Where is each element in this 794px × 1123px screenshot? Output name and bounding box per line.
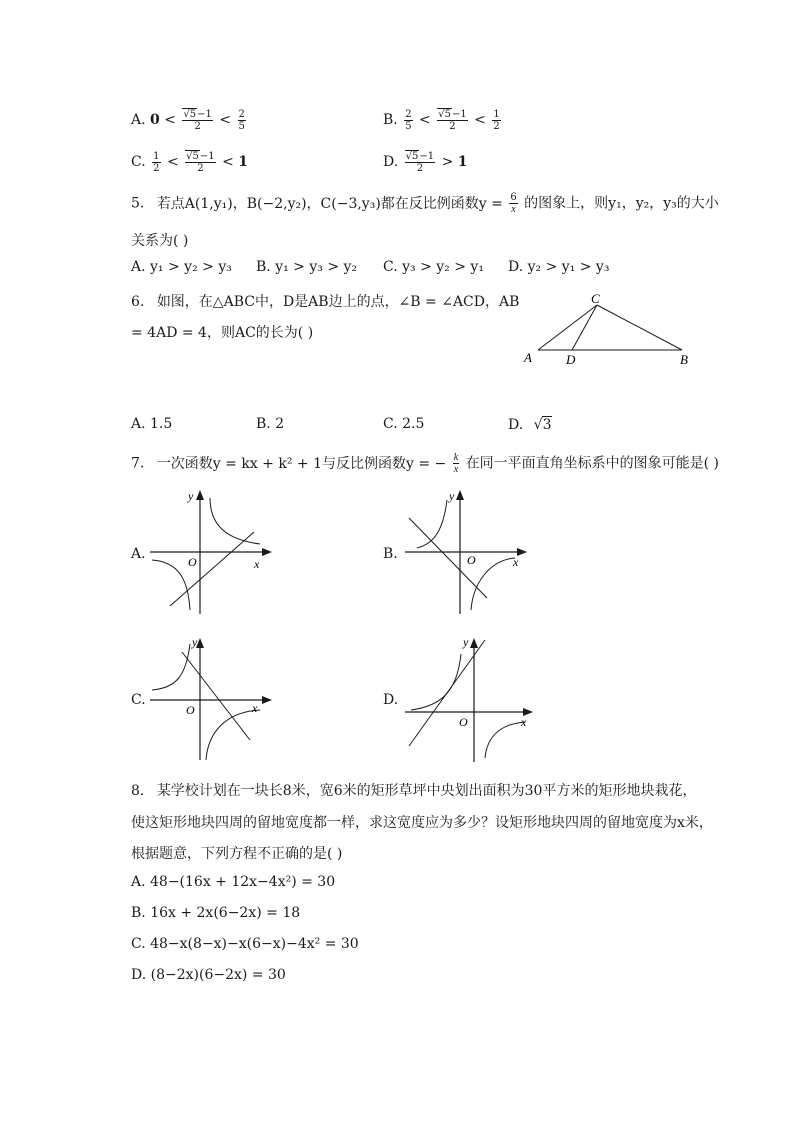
hyperbola-branch-1	[210, 498, 260, 544]
q5-option-a[interactable]: A. y₁ > y₂ > y₃	[131, 259, 232, 275]
q7-option-d-label[interactable]: D.	[383, 692, 399, 708]
hyperbola-branch-1	[417, 500, 447, 548]
svg-text:y: y	[188, 489, 194, 503]
q6-stem-line1: 6. 如图，在△ABC中，D是AB边上的点，∠B = ∠ACD，AB	[131, 294, 520, 310]
question-number: 7.	[131, 455, 145, 472]
q7-option-a-label[interactable]: A.	[131, 546, 146, 562]
q4-option-c[interactable]: C. $\frac{1}{2}$ < $\frac{√5-1}{2}$ < 1	[131, 150, 249, 174]
svg-text:y: y	[449, 489, 455, 503]
q8-option-b[interactable]: B. 16x + 2x(6−2x) = 18	[131, 905, 301, 921]
label-b: B	[680, 352, 688, 367]
hyperbola-branch-2	[471, 558, 515, 610]
side-bc	[597, 305, 682, 350]
q6-option-c[interactable]: C. 2.5	[383, 416, 425, 432]
segment-cd	[572, 305, 597, 350]
svg-text:x: x	[513, 555, 519, 569]
q7-stem: 7. 一次函数y = kx + k² + 1与反比例函数y = − $\frac{k}{x}$ 在同一平面直角坐标系中的图象可能是( )	[131, 452, 720, 475]
question-number: 8.	[131, 783, 145, 799]
q5-option-b[interactable]: B. y₁ > y₃ > y₂	[256, 259, 358, 275]
x-axis-arrow	[262, 548, 272, 556]
fraction: $\frac{1}{2}$	[153, 150, 160, 174]
q6-option-b[interactable]: B. 2	[256, 416, 285, 432]
svg-text:x: x	[254, 557, 260, 571]
q8-option-a[interactable]: A. 48−(16x + 12x−4x²) = 30	[131, 874, 336, 890]
fraction: $\frac{k}{x}$	[453, 452, 459, 475]
q8-stem-line2: 使这矩形地块四周的留地宽度都一样，求这宽度应为多少？设矩形地块四周的留地宽度为x米，	[131, 815, 713, 831]
fraction: $\frac{2}{5}$	[405, 108, 412, 132]
fraction: $\frac{6}{x}$	[510, 192, 517, 215]
q4-option-d[interactable]: D. $\frac{√5-1}{2}$ > 1	[383, 151, 468, 174]
graph-d[interactable]	[405, 634, 535, 764]
q7-option-b-label[interactable]: B.	[383, 546, 398, 562]
q5-option-c[interactable]: C. y₃ > y₂ > y₁	[383, 259, 484, 275]
option-label: D.	[383, 154, 399, 170]
label-d: D	[566, 352, 576, 367]
fraction: $\frac{√5-1}{2}$	[405, 151, 435, 174]
fraction: $\frac{√5-1}{2}$	[183, 109, 212, 132]
option-label: C.	[131, 154, 146, 170]
x-axis-arrow	[517, 548, 527, 556]
hyperbola-branch-1	[152, 644, 190, 690]
q8-stem-line3: 根据题意，下列方程不正确的是( )	[131, 846, 343, 862]
svg-text:x: x	[521, 715, 527, 729]
graph-a[interactable]	[150, 488, 275, 618]
q4-option-a[interactable]: A. 0 < $\frac{√5-1}{2}$ < $\frac{2}{5}$	[131, 108, 245, 132]
fraction: $\frac{√5-1}{2}$	[438, 109, 467, 132]
svg-text:y: y	[192, 635, 198, 649]
line	[182, 652, 250, 740]
side-ac	[538, 305, 597, 350]
svg-text:y: y	[463, 635, 469, 649]
svg-text:x: x	[252, 701, 258, 715]
fraction: $\frac{√5-1}{2}$	[186, 151, 215, 174]
q5-option-d[interactable]: D. y₂ > y₁ > y₃	[508, 259, 610, 275]
q7-option-c-label[interactable]: C.	[131, 692, 146, 708]
graph-b[interactable]	[405, 488, 530, 618]
y-axis-arrow	[456, 490, 464, 500]
hyperbola-branch-2	[485, 722, 525, 758]
q6-option-d[interactable]: D. √3	[508, 417, 552, 433]
fraction: $\frac{2}{5}$	[238, 108, 245, 132]
svg-text:O: O	[186, 703, 195, 717]
label-c: C	[591, 291, 600, 306]
svg-text:O: O	[188, 555, 197, 569]
hyperbola-branch-2	[152, 560, 190, 610]
label-a: A	[524, 350, 532, 365]
option-label: B.	[383, 112, 398, 128]
triangle-figure	[515, 290, 695, 370]
y-axis-arrow	[470, 638, 478, 648]
fraction: $\frac{1}{2}$	[493, 108, 500, 132]
q8-stem-line1: 8. 某学校计划在一块长8米，宽6米的矩形草坪中央划出面积为30平方米的矩形地块栽花，	[131, 783, 697, 799]
line	[170, 532, 254, 606]
x-axis-arrow	[262, 696, 272, 704]
q5-stem: 5. 若点A(1,y₁)，B(−2,y₂)，C(−3,y₃)都在反比例函数y = $\frac{6}{x}$ 的图象上，则y₁，y₂，y₃的大小	[131, 192, 719, 215]
question-number: 6.	[131, 294, 145, 310]
option-label: A.	[131, 112, 146, 128]
q4-option-b[interactable]: B. $\frac{2}{5}$ < $\frac{√5-1}{2}$ < $\frac{1}{2}$	[383, 108, 500, 132]
q8-option-c[interactable]: C. 48−x(8−x)−x(6−x)−4x² = 30	[131, 936, 359, 952]
q5-stem-line2: 关系为( )	[131, 233, 189, 249]
q6-stem-line2: = 4AD = 4，则AC的长为( )	[131, 325, 314, 341]
graph-c[interactable]	[150, 634, 275, 764]
y-axis-arrow	[196, 490, 204, 500]
svg-text:O: O	[467, 553, 476, 567]
question-number: 5.	[131, 195, 145, 212]
svg-text:O: O	[459, 715, 468, 729]
hyperbola-branch-1	[411, 654, 461, 710]
q6-option-a[interactable]: A. 1.5	[131, 416, 173, 432]
q8-option-d[interactable]: D. (8−2x)(6−2x) = 30	[131, 967, 286, 983]
